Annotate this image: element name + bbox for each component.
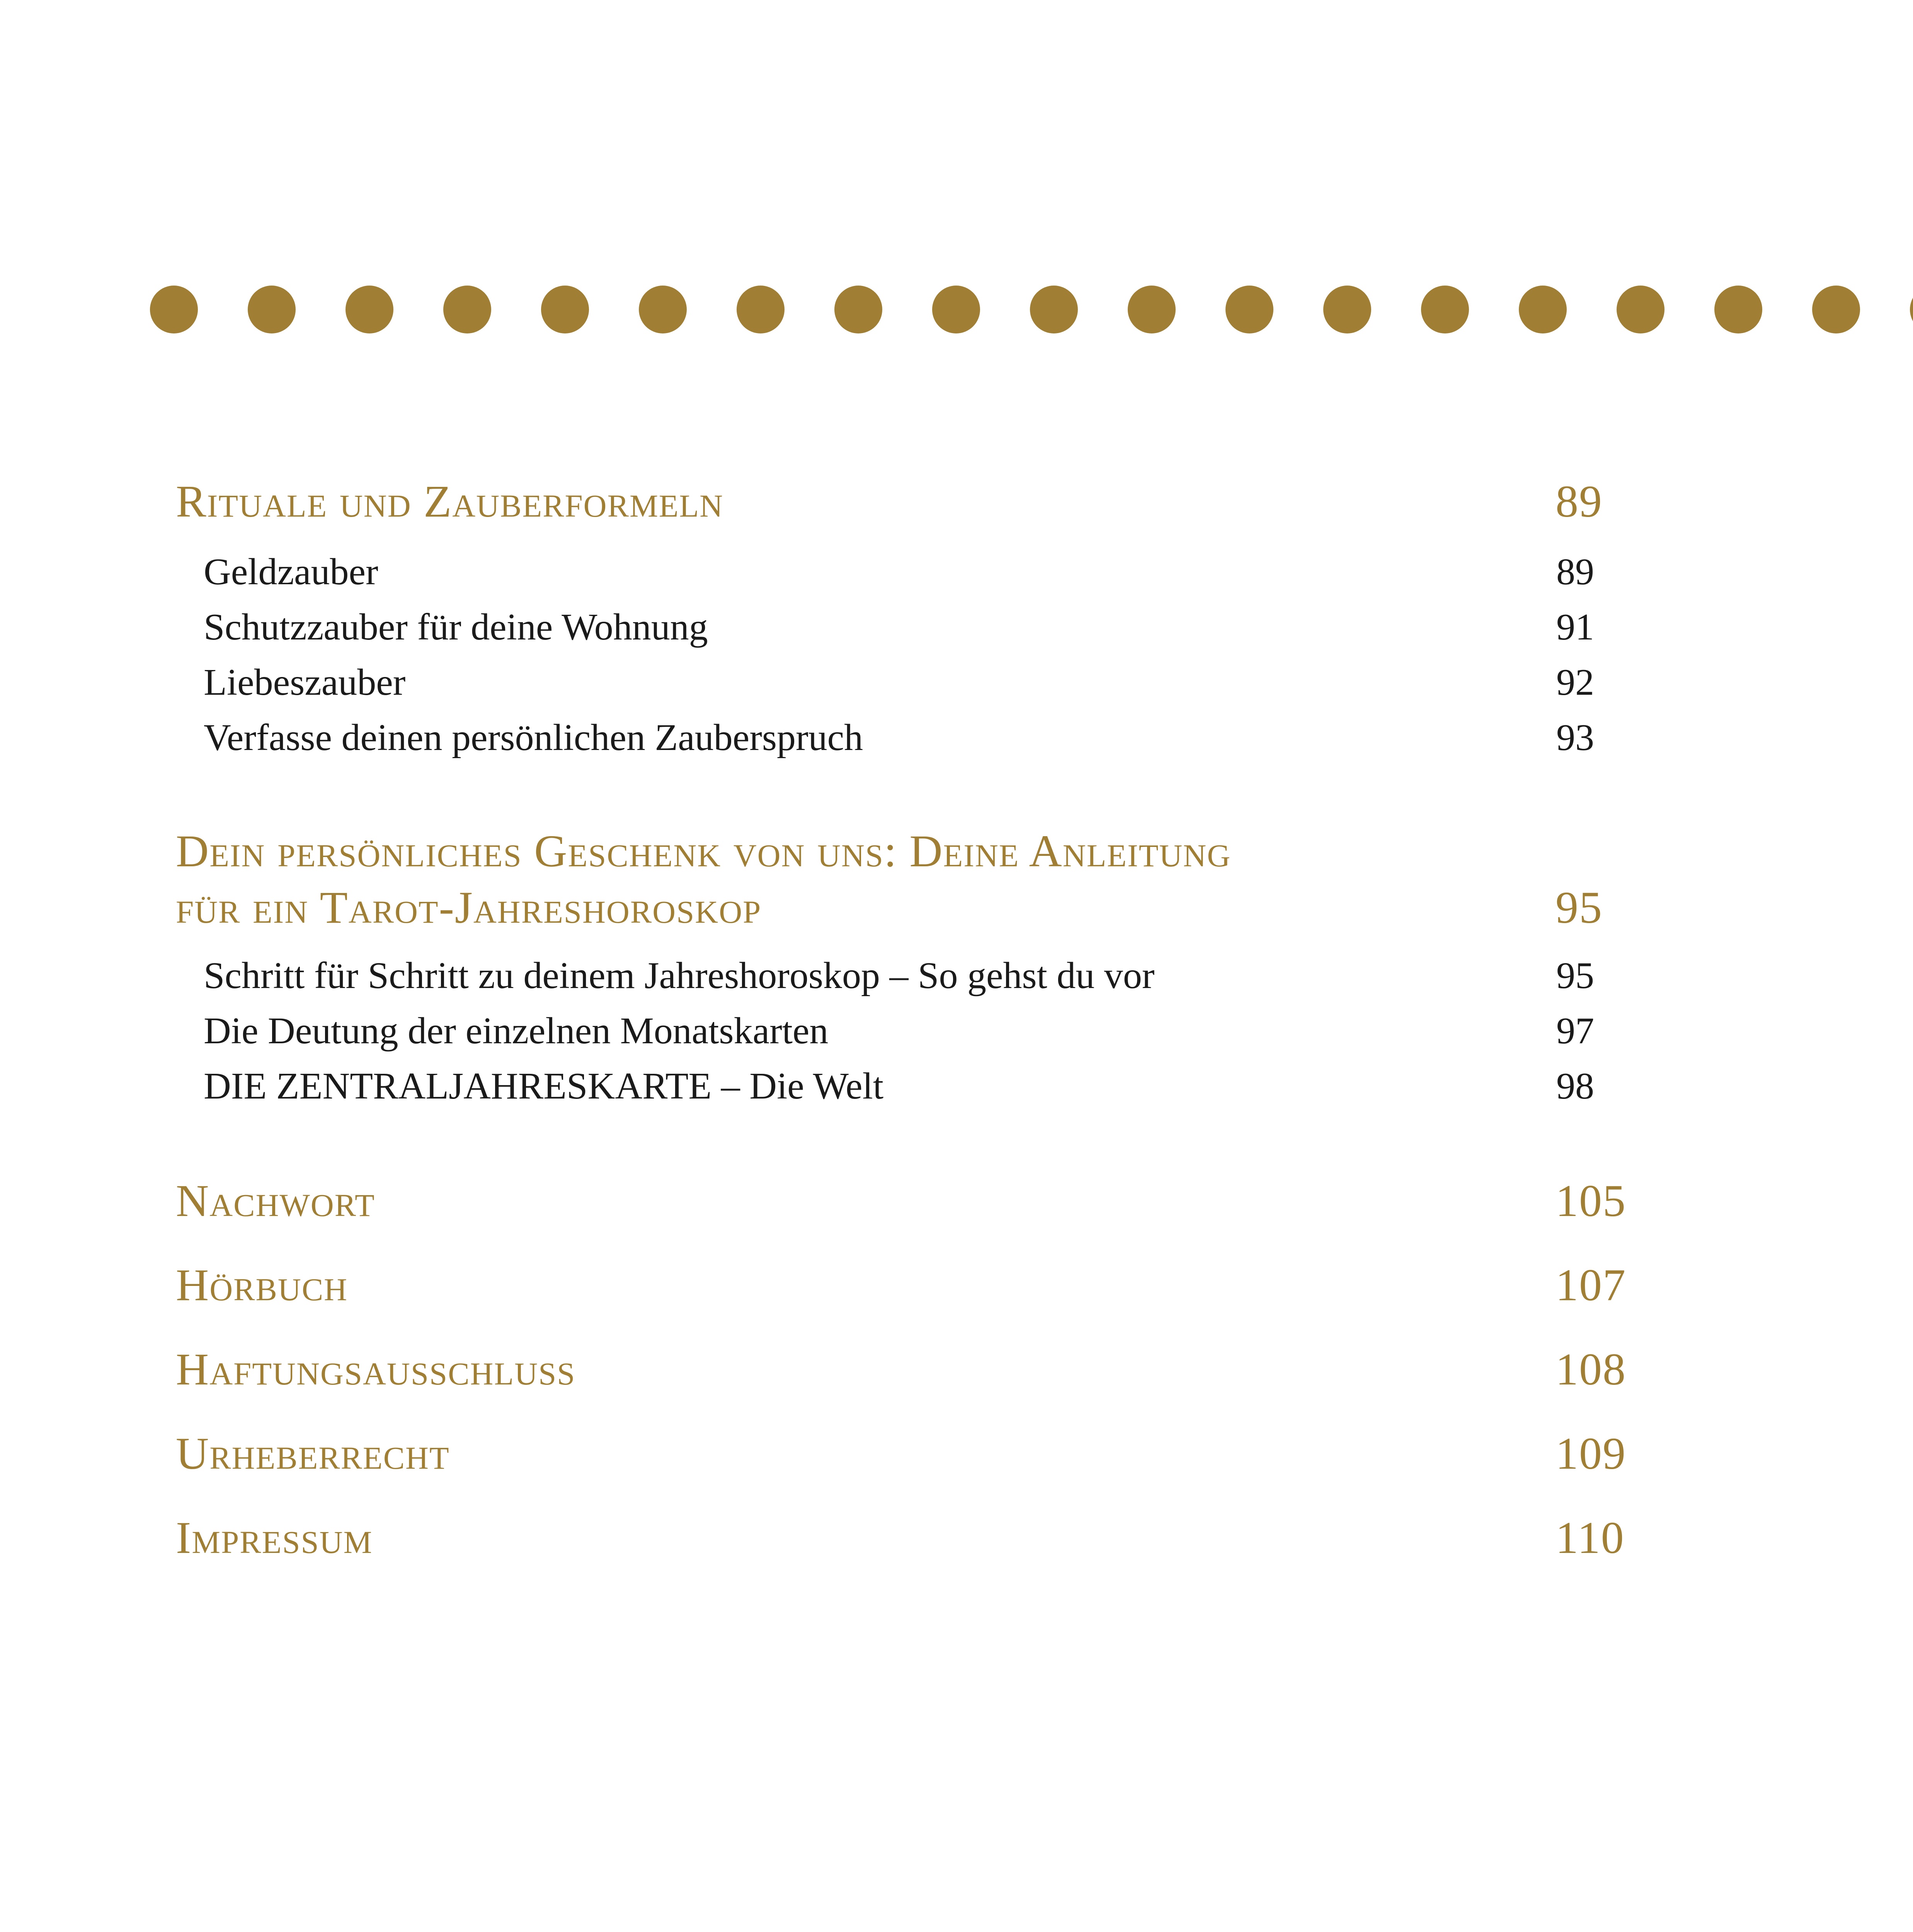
- border-dot: [737, 286, 785, 333]
- border-dot: [1030, 286, 1078, 333]
- chapter-title: Rituale und Zauberformeln: [176, 476, 724, 527]
- border-dot: [1617, 286, 1665, 333]
- toc-chapter-nachwort[interactable]: [176, 1173, 1625, 1229]
- toc-chapter-urheberrecht[interactable]: [176, 1425, 1625, 1482]
- toc-entry[interactable]: [204, 1063, 1595, 1109]
- border-dot: [150, 286, 198, 333]
- entry-page-number: 93: [1556, 717, 1594, 759]
- toc-chapter-geschenk[interactable]: [176, 823, 1625, 936]
- border-dot: [1910, 286, 1913, 333]
- entry-title: DIE ZENTRALJAHRESKARTE – Die Welt: [204, 1065, 884, 1107]
- chapter-title: Nachwort: [176, 1175, 375, 1226]
- chapter-page-number: 105: [1556, 1175, 1626, 1226]
- chapter-page-number: 107: [1556, 1260, 1626, 1310]
- chapter-page-number: 95: [1556, 882, 1603, 933]
- toc-entry[interactable]: [204, 714, 1595, 761]
- toc-entry[interactable]: [204, 549, 1595, 595]
- entry-page-number: 95: [1556, 955, 1594, 997]
- border-dot: [1225, 286, 1273, 333]
- entry-page-number: 97: [1556, 1010, 1594, 1052]
- border-dot: [345, 286, 393, 333]
- toc-entry[interactable]: [204, 659, 1595, 706]
- border-dot: [639, 286, 687, 333]
- chapter-title: Urheberrecht: [176, 1428, 450, 1479]
- entry-page-number: 89: [1556, 551, 1594, 593]
- chapter-title: Impressum: [176, 1512, 373, 1563]
- toc-chapter-haftungsausschluss[interactable]: [176, 1341, 1625, 1398]
- chapter-title-line-1: Dein persönliches Geschenk von uns: Deine Anleitung: [176, 826, 1231, 876]
- toc-chapter-rituale[interactable]: [176, 473, 1625, 530]
- border-dot: [443, 286, 491, 333]
- entry-title: Verfasse deinen persönlichen Zauberspruch: [204, 717, 863, 759]
- chapter-page-number: 109: [1556, 1428, 1626, 1479]
- toc-chapter-hoerbuch[interactable]: [176, 1257, 1625, 1313]
- chapter-page-number: 110: [1556, 1512, 1625, 1563]
- chapter-page-number: 89: [1556, 476, 1603, 527]
- border-dot: [1128, 286, 1176, 333]
- border-dot: [248, 286, 296, 333]
- border-dot: [1714, 286, 1762, 333]
- entry-title: Liebeszauber: [204, 662, 406, 703]
- toc-entry[interactable]: [204, 1008, 1595, 1054]
- chapter-page-number: 108: [1556, 1344, 1626, 1395]
- dot-border: [0, 284, 1913, 335]
- border-dot: [834, 286, 882, 333]
- entry-page-number: 91: [1556, 606, 1594, 648]
- border-dot: [1421, 286, 1469, 333]
- chapter-title: Hörbuch: [176, 1260, 348, 1310]
- border-dot: [541, 286, 589, 333]
- entry-page-number: 98: [1556, 1065, 1594, 1107]
- entry-title: Die Deutung der einzelnen Monatskarten: [204, 1010, 829, 1052]
- entry-title: Schritt für Schritt zu deinem Jahreshoroskop – So gehst du vor: [204, 955, 1155, 997]
- entry-page-number: 92: [1556, 662, 1594, 703]
- toc-entry[interactable]: [204, 604, 1595, 650]
- border-dot: [1323, 286, 1371, 333]
- toc-entry[interactable]: [204, 952, 1595, 999]
- border-dot: [1519, 286, 1567, 333]
- entry-title: Geldzauber: [204, 551, 378, 593]
- chapter-title-line-2: für ein Tarot-Jahreshoroskop: [176, 882, 762, 933]
- chapter-title: Haftungsausschluss: [176, 1344, 576, 1395]
- border-dot: [932, 286, 980, 333]
- dot-border-svg: [0, 284, 1913, 335]
- border-dot: [1812, 286, 1860, 333]
- toc-chapter-impressum[interactable]: [176, 1510, 1625, 1566]
- entry-title: Schutzzauber für deine Wohnung: [204, 606, 708, 648]
